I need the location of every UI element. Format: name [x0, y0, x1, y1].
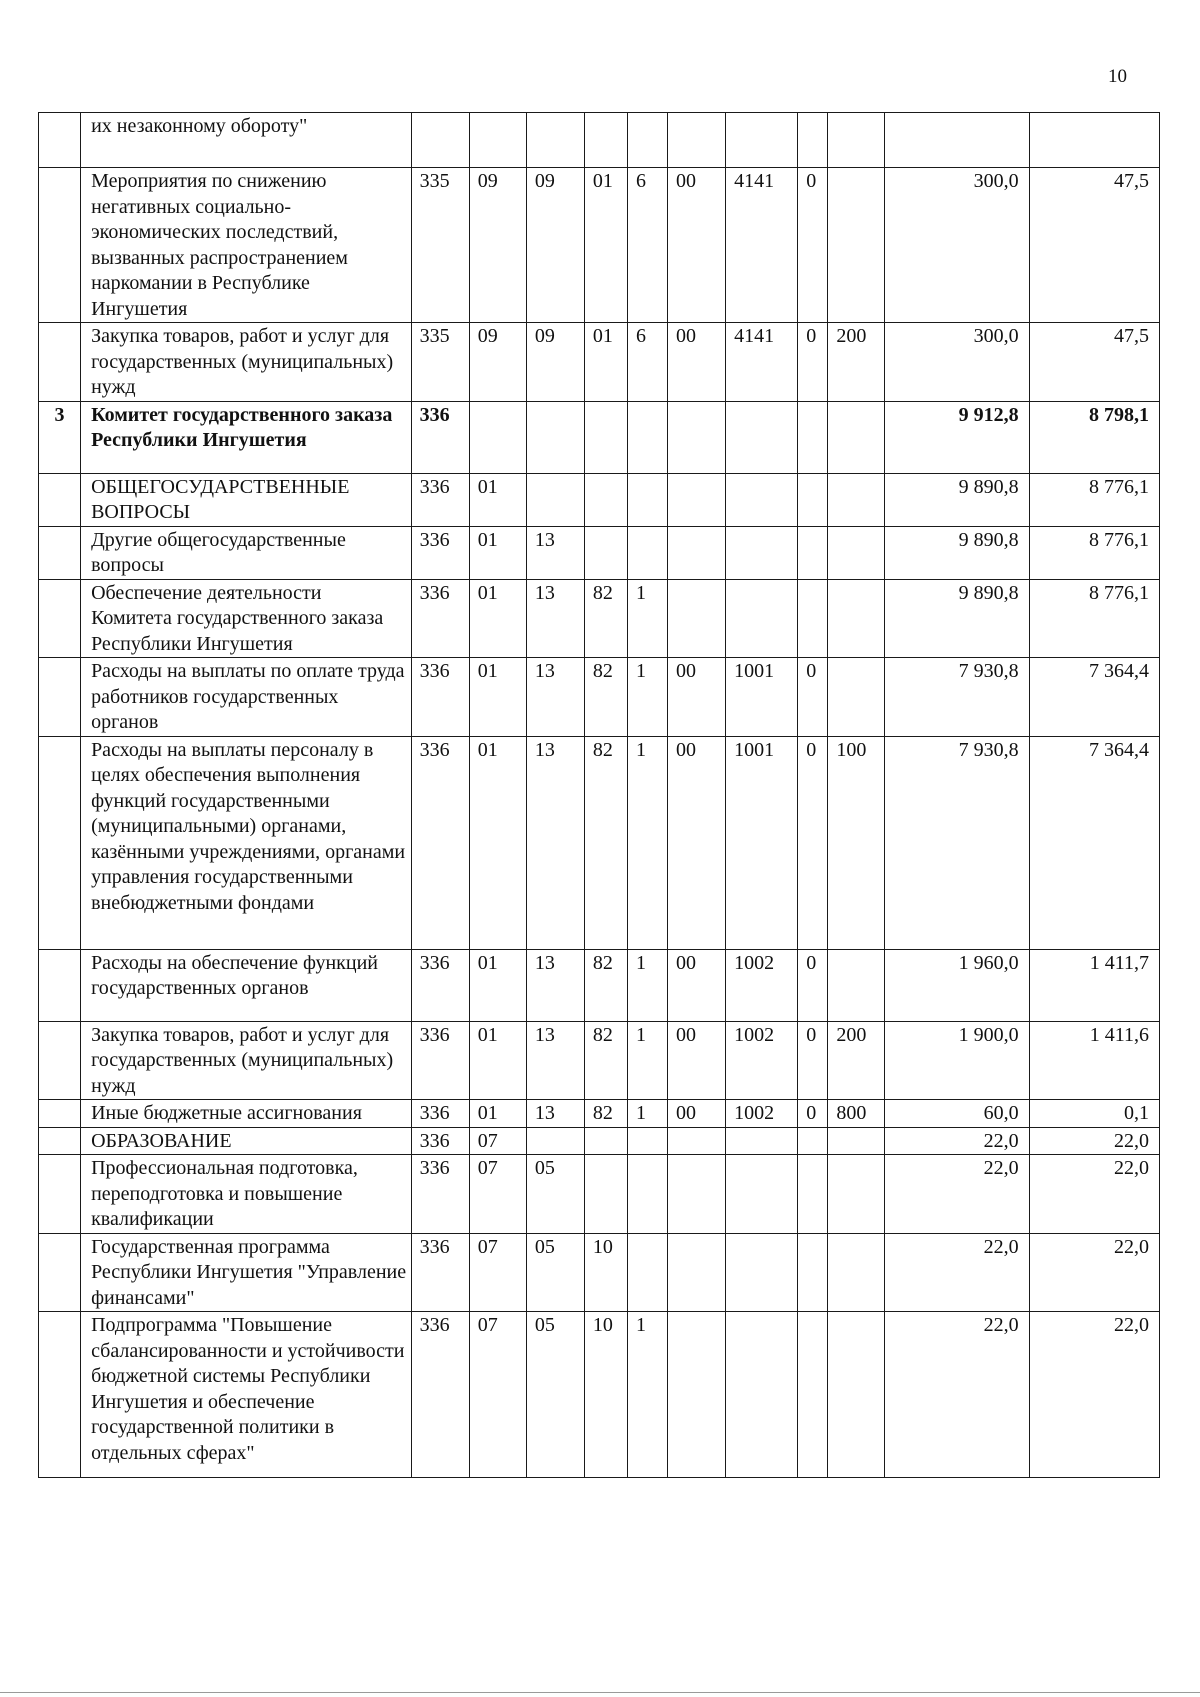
- code-extra-cell: 0: [798, 736, 828, 949]
- code-program-cell: 10: [584, 1233, 627, 1312]
- code-subsection-cell: [526, 473, 584, 526]
- code-subprogram-cell: [627, 1155, 667, 1234]
- code-program-cell: 10: [584, 1312, 627, 1478]
- value-actual-cell: 47,5: [1029, 168, 1159, 323]
- code-expense-type-cell: [828, 113, 885, 168]
- value-planned-cell: 22,0: [885, 1155, 1029, 1234]
- code-section-cell: 07: [469, 1127, 526, 1155]
- row-number-cell: [39, 579, 81, 658]
- code-expense-cell: [726, 1155, 798, 1234]
- row-number-cell: [39, 323, 81, 402]
- item-name-cell: Мероприятия по снижению негативных социально-экономических последствий, вызванных распространением наркомании в Республике Ингушетия: [81, 168, 412, 323]
- code-section-cell: 07: [469, 1312, 526, 1478]
- code-direction-cell: [668, 526, 726, 579]
- table-row: [39, 526, 1160, 579]
- code-extra-cell: 0: [798, 1100, 828, 1128]
- code-subsection-cell: 05: [526, 1312, 584, 1478]
- row-number-cell: [39, 168, 81, 323]
- value-planned-cell: 1 960,0: [885, 949, 1029, 1021]
- code-expense-type-cell: [828, 473, 885, 526]
- code-ministry-cell: 336: [411, 658, 469, 737]
- item-name-cell: Обеспечение деятельности Комитета государственного заказа Республики Ингушетия: [81, 579, 412, 658]
- code-ministry-cell: 336: [411, 1312, 469, 1478]
- code-extra-cell: 0: [798, 168, 828, 323]
- item-name-cell: Государственная программа Республики Ингушетия "Управление финансами": [81, 1233, 412, 1312]
- value-actual-cell: 22,0: [1029, 1155, 1159, 1234]
- code-subsection-cell: 13: [526, 1021, 584, 1100]
- item-name-cell: Профессиональная подготовка, переподготовка и повышение квалификации: [81, 1155, 412, 1234]
- table-row: [39, 1312, 1160, 1478]
- item-name-cell: Расходы на обеспечение функций государственных органов: [81, 949, 412, 1021]
- code-subprogram-cell: 1: [627, 949, 667, 1021]
- code-section-cell: 01: [469, 736, 526, 949]
- table-row: [39, 949, 1160, 1021]
- code-direction-cell: 00: [668, 736, 726, 949]
- code-direction-cell: 00: [668, 168, 726, 323]
- value-actual-cell: 8 776,1: [1029, 579, 1159, 658]
- code-ministry-cell: 335: [411, 168, 469, 323]
- value-planned-cell: 9 890,8: [885, 473, 1029, 526]
- table-row: [39, 579, 1160, 658]
- code-expense-type-cell: [828, 401, 885, 473]
- value-planned-cell: 60,0: [885, 1100, 1029, 1128]
- table-row: [39, 1127, 1160, 1155]
- value-planned-cell: 7 930,8: [885, 658, 1029, 737]
- item-name-cell: Подпрограмма "Повышение сбалансированности и устойчивости бюджетной системы Республики Ингушетия и обеспечение государственной политики в отдельных сферах": [81, 1312, 412, 1478]
- value-actual-cell: 1 411,7: [1029, 949, 1159, 1021]
- code-subprogram-cell: [627, 113, 667, 168]
- code-extra-cell: 0: [798, 323, 828, 402]
- code-ministry-cell: 336: [411, 949, 469, 1021]
- code-subprogram-cell: 1: [627, 579, 667, 658]
- table-row: [39, 1021, 1160, 1100]
- table-row: [39, 323, 1160, 402]
- code-direction-cell: [668, 401, 726, 473]
- code-expense-cell: [726, 579, 798, 658]
- value-planned-cell: 300,0: [885, 168, 1029, 323]
- table-row: [39, 168, 1160, 323]
- code-program-cell: [584, 473, 627, 526]
- code-program-cell: 82: [584, 949, 627, 1021]
- code-ministry-cell: 336: [411, 1155, 469, 1234]
- value-actual-cell: 47,5: [1029, 323, 1159, 402]
- row-number-cell: [39, 1312, 81, 1478]
- code-direction-cell: [668, 579, 726, 658]
- value-actual-cell: 8 776,1: [1029, 473, 1159, 526]
- table-row: [39, 736, 1160, 949]
- value-planned-cell: 9 890,8: [885, 526, 1029, 579]
- code-subprogram-cell: 1: [627, 658, 667, 737]
- code-ministry-cell: 336: [411, 473, 469, 526]
- code-expense-type-cell: [828, 168, 885, 323]
- code-program-cell: [584, 526, 627, 579]
- budget-table: [38, 112, 1160, 1478]
- code-subsection-cell: 13: [526, 949, 584, 1021]
- row-number-cell: [39, 473, 81, 526]
- table-row: [39, 401, 1160, 473]
- code-expense-type-cell: [828, 949, 885, 1021]
- code-expense-type-cell: 200: [828, 1021, 885, 1100]
- code-extra-cell: [798, 579, 828, 658]
- code-subsection-cell: 13: [526, 579, 584, 658]
- code-section-cell: 01: [469, 658, 526, 737]
- code-expense-type-cell: [828, 1233, 885, 1312]
- value-planned-cell: 300,0: [885, 323, 1029, 402]
- code-section-cell: 09: [469, 323, 526, 402]
- code-extra-cell: 0: [798, 658, 828, 737]
- value-planned-cell: 22,0: [885, 1312, 1029, 1478]
- code-extra-cell: [798, 1233, 828, 1312]
- value-planned-cell: 7 930,8: [885, 736, 1029, 949]
- value-planned-cell: [885, 113, 1029, 168]
- value-planned-cell: 22,0: [885, 1233, 1029, 1312]
- code-section-cell: 01: [469, 949, 526, 1021]
- table-row: [39, 1155, 1160, 1234]
- value-actual-cell: 1 411,6: [1029, 1021, 1159, 1100]
- code-subprogram-cell: 1: [627, 1100, 667, 1128]
- value-actual-cell: 7 364,4: [1029, 658, 1159, 737]
- code-expense-type-cell: [828, 658, 885, 737]
- code-expense-cell: 1002: [726, 949, 798, 1021]
- code-subsection-cell: 05: [526, 1155, 584, 1234]
- code-section-cell: [469, 113, 526, 168]
- value-actual-cell: 0,1: [1029, 1100, 1159, 1128]
- code-program-cell: [584, 113, 627, 168]
- code-direction-cell: 00: [668, 949, 726, 1021]
- code-subprogram-cell: [627, 1127, 667, 1155]
- code-extra-cell: [798, 1155, 828, 1234]
- code-program-cell: [584, 1127, 627, 1155]
- value-actual-cell: 8 798,1: [1029, 401, 1159, 473]
- code-program-cell: 82: [584, 658, 627, 737]
- code-section-cell: 07: [469, 1233, 526, 1312]
- code-section-cell: 01: [469, 1100, 526, 1128]
- page-bottom-rule: [0, 1692, 1200, 1693]
- code-extra-cell: [798, 526, 828, 579]
- code-expense-type-cell: [828, 1155, 885, 1234]
- code-section-cell: 01: [469, 473, 526, 526]
- row-number-cell: [39, 1155, 81, 1234]
- code-direction-cell: 00: [668, 658, 726, 737]
- row-number-cell: [39, 113, 81, 168]
- item-name-cell: ОБЩЕГОСУДАРСТВЕННЫЕ ВОПРОСЫ: [81, 473, 412, 526]
- table-row: [39, 113, 1160, 168]
- value-planned-cell: 1 900,0: [885, 1021, 1029, 1100]
- code-expense-cell: [726, 473, 798, 526]
- item-name-cell: Другие общегосударственные вопросы: [81, 526, 412, 579]
- table-body: [39, 113, 1160, 1478]
- code-section-cell: 01: [469, 579, 526, 658]
- item-name-cell: Иные бюджетные ассигнования: [81, 1100, 412, 1128]
- row-number-cell: [39, 658, 81, 737]
- row-number-cell: [39, 526, 81, 579]
- code-extra-cell: [798, 1127, 828, 1155]
- code-ministry-cell: 336: [411, 1127, 469, 1155]
- code-program-cell: 01: [584, 323, 627, 402]
- row-number-cell: 3: [39, 401, 81, 473]
- code-subsection-cell: 13: [526, 736, 584, 949]
- code-expense-type-cell: [828, 1312, 885, 1478]
- row-number-cell: [39, 1100, 81, 1128]
- table-row: [39, 473, 1160, 526]
- code-expense-cell: 1001: [726, 658, 798, 737]
- code-ministry-cell: 336: [411, 736, 469, 949]
- code-expense-type-cell: 100: [828, 736, 885, 949]
- code-subsection-cell: 13: [526, 658, 584, 737]
- code-ministry-cell: 336: [411, 579, 469, 658]
- code-program-cell: 82: [584, 1021, 627, 1100]
- code-expense-type-cell: [828, 1127, 885, 1155]
- code-section-cell: 01: [469, 526, 526, 579]
- item-name-cell: Расходы на выплаты персоналу в целях обеспечения выполнения функций государственными (муниципальными) органами, казёнными учреждениями, органами управления государственными внебюджетными фондами: [81, 736, 412, 949]
- code-extra-cell: [798, 1312, 828, 1478]
- code-expense-cell: [726, 1312, 798, 1478]
- code-expense-type-cell: [828, 526, 885, 579]
- code-expense-cell: 4141: [726, 323, 798, 402]
- code-subprogram-cell: 1: [627, 1312, 667, 1478]
- code-program-cell: 01: [584, 168, 627, 323]
- table-row: [39, 1100, 1160, 1128]
- table-row: [39, 1233, 1160, 1312]
- code-expense-cell: [726, 526, 798, 579]
- code-subsection-cell: [526, 1127, 584, 1155]
- code-ministry-cell: 336: [411, 1100, 469, 1128]
- code-subprogram-cell: [627, 526, 667, 579]
- row-number-cell: [39, 736, 81, 949]
- code-subsection-cell: [526, 113, 584, 168]
- code-subsection-cell: 09: [526, 168, 584, 323]
- value-actual-cell: [1029, 113, 1159, 168]
- item-name-cell: Расходы на выплаты по оплате труда работников государственных органов: [81, 658, 412, 737]
- code-expense-cell: [726, 1127, 798, 1155]
- table-row: [39, 658, 1160, 737]
- code-program-cell: [584, 401, 627, 473]
- code-subsection-cell: [526, 401, 584, 473]
- code-direction-cell: [668, 1155, 726, 1234]
- item-name-cell: Комитет государственного заказа Республики Ингушетия: [81, 401, 412, 473]
- code-subsection-cell: 13: [526, 526, 584, 579]
- page-number: 10: [1108, 66, 1127, 87]
- code-subsection-cell: 09: [526, 323, 584, 402]
- value-actual-cell: 22,0: [1029, 1233, 1159, 1312]
- code-extra-cell: [798, 473, 828, 526]
- code-subsection-cell: 13: [526, 1100, 584, 1128]
- code-direction-cell: 00: [668, 1100, 726, 1128]
- item-name-cell: их незаконному обороту": [81, 113, 412, 168]
- row-number-cell: [39, 1233, 81, 1312]
- code-subprogram-cell: 1: [627, 1021, 667, 1100]
- code-extra-cell: 0: [798, 1021, 828, 1100]
- row-number-cell: [39, 1021, 81, 1100]
- value-actual-cell: 8 776,1: [1029, 526, 1159, 579]
- code-direction-cell: [668, 113, 726, 168]
- code-ministry-cell: 336: [411, 1021, 469, 1100]
- code-expense-cell: [726, 401, 798, 473]
- code-section-cell: 01: [469, 1021, 526, 1100]
- code-extra-cell: [798, 113, 828, 168]
- code-section-cell: 07: [469, 1155, 526, 1234]
- code-subsection-cell: 05: [526, 1233, 584, 1312]
- code-expense-type-cell: [828, 579, 885, 658]
- row-number-cell: [39, 1127, 81, 1155]
- code-expense-cell: [726, 1233, 798, 1312]
- code-program-cell: 82: [584, 736, 627, 949]
- value-planned-cell: 9 890,8: [885, 579, 1029, 658]
- code-expense-type-cell: 200: [828, 323, 885, 402]
- code-direction-cell: 00: [668, 323, 726, 402]
- code-program-cell: [584, 1155, 627, 1234]
- code-direction-cell: [668, 473, 726, 526]
- code-direction-cell: [668, 1127, 726, 1155]
- code-subprogram-cell: [627, 1233, 667, 1312]
- code-subprogram-cell: 1: [627, 736, 667, 949]
- code-expense-cell: 1002: [726, 1100, 798, 1128]
- code-direction-cell: [668, 1233, 726, 1312]
- item-name-cell: Закупка товаров, работ и услуг для государственных (муниципальных) нужд: [81, 1021, 412, 1100]
- code-expense-cell: 4141: [726, 168, 798, 323]
- code-expense-cell: 1002: [726, 1021, 798, 1100]
- code-expense-cell: [726, 113, 798, 168]
- code-extra-cell: 0: [798, 949, 828, 1021]
- code-section-cell: 09: [469, 168, 526, 323]
- value-actual-cell: 7 364,4: [1029, 736, 1159, 949]
- code-expense-type-cell: 800: [828, 1100, 885, 1128]
- code-subprogram-cell: 6: [627, 168, 667, 323]
- value-planned-cell: 22,0: [885, 1127, 1029, 1155]
- code-program-cell: 82: [584, 579, 627, 658]
- code-section-cell: [469, 401, 526, 473]
- code-ministry-cell: 336: [411, 526, 469, 579]
- row-number-cell: [39, 949, 81, 1021]
- code-direction-cell: 00: [668, 1021, 726, 1100]
- code-program-cell: 82: [584, 1100, 627, 1128]
- code-ministry-cell: 336: [411, 1233, 469, 1312]
- code-subprogram-cell: [627, 473, 667, 526]
- code-subprogram-cell: [627, 401, 667, 473]
- code-subprogram-cell: 6: [627, 323, 667, 402]
- value-actual-cell: 22,0: [1029, 1127, 1159, 1155]
- code-extra-cell: [798, 401, 828, 473]
- code-ministry-cell: 335: [411, 323, 469, 402]
- item-name-cell: ОБРАЗОВАНИЕ: [81, 1127, 412, 1155]
- code-expense-cell: 1001: [726, 736, 798, 949]
- item-name-cell: Закупка товаров, работ и услуг для государственных (муниципальных) нужд: [81, 323, 412, 402]
- value-planned-cell: 9 912,8: [885, 401, 1029, 473]
- code-direction-cell: [668, 1312, 726, 1478]
- value-actual-cell: 22,0: [1029, 1312, 1159, 1478]
- code-ministry-cell: [411, 113, 469, 168]
- code-ministry-cell: 336: [411, 401, 469, 473]
